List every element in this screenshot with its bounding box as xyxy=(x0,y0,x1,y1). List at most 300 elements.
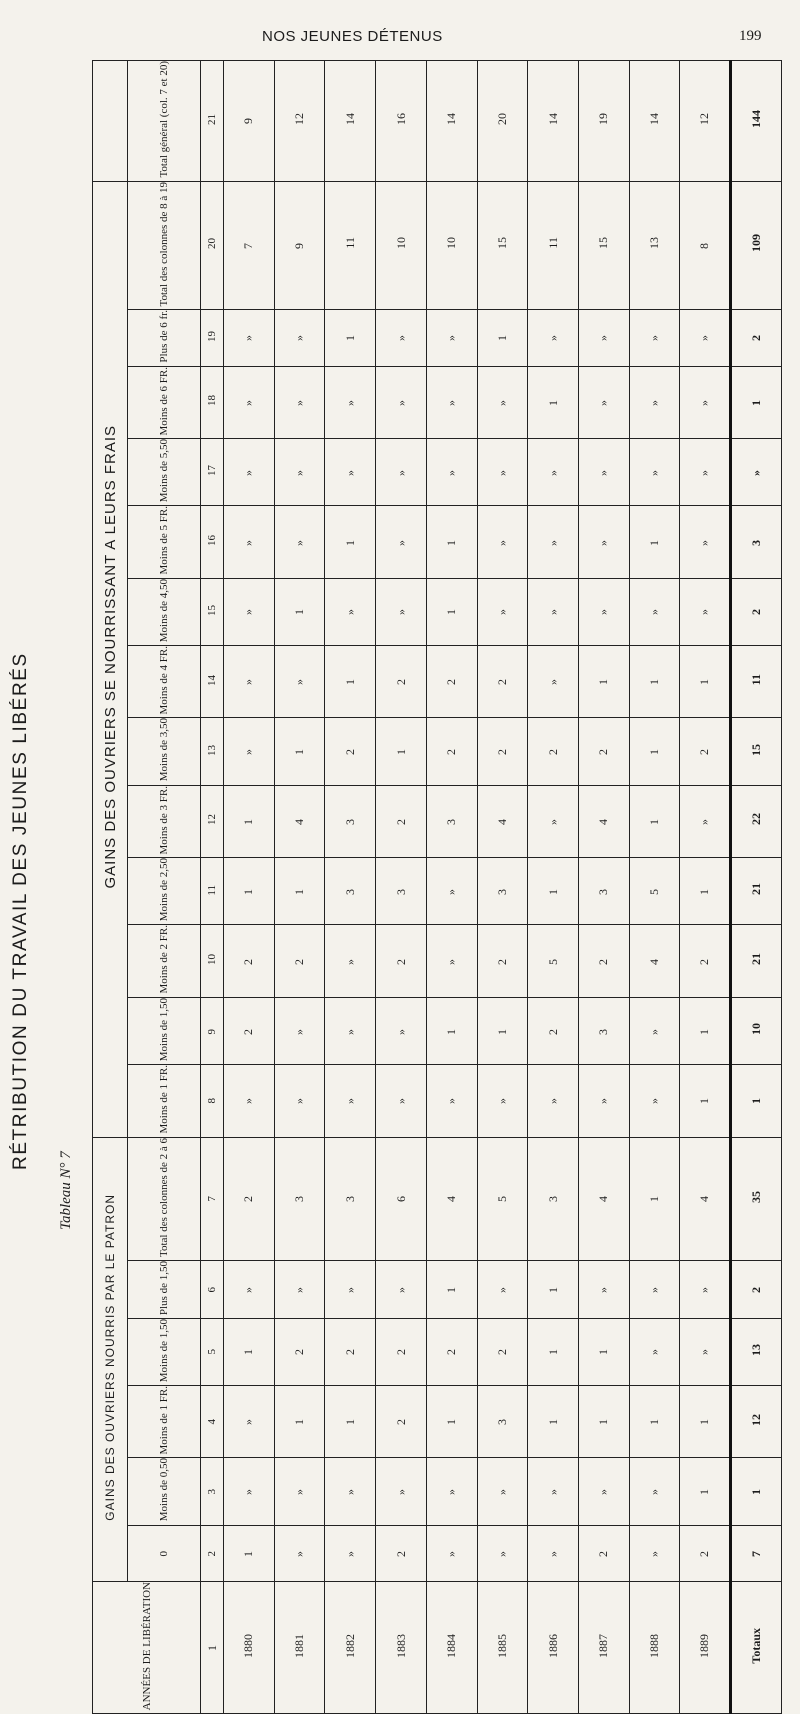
cell-value: » xyxy=(545,469,560,476)
table-cell xyxy=(426,61,477,182)
table-row-col15 xyxy=(93,578,782,645)
total-value: 2 xyxy=(749,1286,764,1293)
table-cell xyxy=(325,997,376,1064)
cell-value: 2 xyxy=(494,749,509,756)
table-cell xyxy=(579,1458,630,1525)
cell-value: 2 xyxy=(292,958,307,965)
group-patron-text: GAINS DES OUVRIERS NOURRIS PAR LE PATRON xyxy=(103,1194,117,1522)
table-cell xyxy=(477,310,528,367)
column-number-col14 xyxy=(201,646,224,718)
total-value: 3 xyxy=(749,539,764,546)
cell-value: » xyxy=(393,609,408,616)
table-row-col14 xyxy=(93,646,782,718)
table-cell xyxy=(528,997,579,1064)
cell-value: 11 xyxy=(545,237,560,250)
cell-value: » xyxy=(393,399,408,406)
column-header-col11 xyxy=(128,858,201,925)
table-cell xyxy=(224,1260,275,1318)
cell-value: 1 xyxy=(444,609,459,616)
cell-value: 1 xyxy=(241,1550,256,1557)
table-cell xyxy=(325,1065,376,1137)
cell-value: 16 xyxy=(393,112,408,125)
table-cell xyxy=(579,997,630,1064)
table-cell xyxy=(325,1137,376,1260)
table-cell xyxy=(325,578,376,645)
table-cell xyxy=(376,997,427,1064)
cell-value: 1 xyxy=(342,1419,357,1426)
table-cell xyxy=(629,1458,680,1525)
table-cell xyxy=(376,925,427,997)
column-number-label: 19 xyxy=(206,330,218,342)
cell-value: 2 xyxy=(342,749,357,756)
cell-value: 2 xyxy=(444,679,459,686)
table-row-col10 xyxy=(93,925,782,997)
cell-value: » xyxy=(292,1550,307,1557)
column-number-col12 xyxy=(201,785,224,857)
cell-value: 2 xyxy=(697,749,712,756)
cell-value: 1 xyxy=(647,1196,662,1203)
table-cell xyxy=(528,1385,579,1457)
cell-value: » xyxy=(545,1098,560,1105)
cell-value: 1 xyxy=(241,818,256,825)
table-cell xyxy=(477,785,528,857)
table-cell xyxy=(325,1458,376,1525)
table-cell xyxy=(579,578,630,645)
total-cell xyxy=(731,785,782,857)
column-header-label: Moins de 4,50 xyxy=(158,578,170,642)
cell-value: » xyxy=(444,335,459,342)
cell-value: 13 xyxy=(647,237,662,250)
cell-value: 2 xyxy=(292,1349,307,1356)
table-cell xyxy=(579,439,630,506)
cell-value: 10 xyxy=(444,237,459,250)
column-number-label: 16 xyxy=(206,535,218,547)
table-row-col6 xyxy=(93,1260,782,1318)
column-number-col8 xyxy=(201,1065,224,1137)
column-number-col9 xyxy=(201,997,224,1064)
table-row-col19 xyxy=(93,310,782,367)
table-cell xyxy=(224,718,275,785)
table-cell xyxy=(376,785,427,857)
column-header-label: Moins de 6 FR. xyxy=(158,366,170,436)
column-header-col18 xyxy=(128,366,201,438)
table-row-years xyxy=(93,1581,782,1713)
table-cell xyxy=(680,181,731,309)
total-value: 7 xyxy=(749,1550,764,1557)
table-cell xyxy=(629,858,680,925)
total-cell xyxy=(731,997,782,1064)
table-cell xyxy=(325,366,376,438)
cell-value: 1 xyxy=(596,1349,611,1356)
column-number-label: 20 xyxy=(206,238,218,250)
table-cell xyxy=(325,181,376,309)
cell-value: 1 xyxy=(697,1489,712,1496)
cell-value: » xyxy=(494,1098,509,1105)
table-cell xyxy=(376,181,427,309)
table-cell xyxy=(224,925,275,997)
table-cell xyxy=(376,1137,427,1260)
table-cell xyxy=(274,61,325,182)
table-row-col8 xyxy=(93,1065,782,1137)
column-number-col3 xyxy=(201,1458,224,1525)
table-cell xyxy=(426,1260,477,1318)
table-cell xyxy=(224,366,275,438)
table-cell xyxy=(477,925,528,997)
table-cell xyxy=(477,718,528,785)
table-cell xyxy=(629,1385,680,1457)
table-cell xyxy=(274,1065,325,1137)
table-cell xyxy=(680,506,731,578)
total-value: 22 xyxy=(749,813,764,826)
cell-value: » xyxy=(241,539,256,546)
table-cell xyxy=(629,506,680,578)
cell-value: 3 xyxy=(342,888,357,895)
table-cell xyxy=(477,1260,528,1318)
column-number-col19 xyxy=(201,310,224,367)
column-number-col4 xyxy=(201,1385,224,1457)
cell-value: 1 xyxy=(596,1419,611,1426)
cell-value: 2 xyxy=(241,958,256,965)
cell-value: 2 xyxy=(393,958,408,965)
table-cell xyxy=(426,1458,477,1525)
year-cell xyxy=(376,1581,427,1713)
cell-value: » xyxy=(342,1098,357,1105)
cell-value: 15 xyxy=(494,237,509,250)
column-header-label: Moins de 4 FR. xyxy=(158,646,170,715)
cell-value: 1 xyxy=(647,749,662,756)
cell-value: 1 xyxy=(647,679,662,686)
cell-value: 1 xyxy=(444,1028,459,1035)
table-cell xyxy=(426,925,477,997)
table-cell xyxy=(680,1318,731,1385)
table-row-col3 xyxy=(93,1458,782,1525)
cell-value: » xyxy=(494,1489,509,1496)
table-cell xyxy=(579,310,630,367)
cell-value: 1 xyxy=(545,399,560,406)
cell-value: » xyxy=(444,1550,459,1557)
table-cell xyxy=(579,1318,630,1385)
table-cell xyxy=(274,439,325,506)
table-cell xyxy=(528,61,579,182)
column-header-label: Moins de 0,50 xyxy=(158,1458,170,1522)
cell-value: » xyxy=(444,958,459,965)
table-cell xyxy=(528,1260,579,1318)
cell-value: 2 xyxy=(393,818,408,825)
cell-value: 2 xyxy=(596,749,611,756)
cell-value: » xyxy=(393,1489,408,1496)
table-cell xyxy=(680,785,731,857)
table-cell xyxy=(376,646,427,718)
table-cell xyxy=(579,366,630,438)
table-row-col13 xyxy=(93,718,782,785)
cell-value: 4 xyxy=(292,818,307,825)
cell-value: 2 xyxy=(393,1550,408,1557)
cell-value: 3 xyxy=(494,1419,509,1426)
year-value: 1886 xyxy=(545,1633,560,1658)
cell-value: 14 xyxy=(444,112,459,125)
total-value: 1 xyxy=(749,1489,764,1496)
cell-value: 3 xyxy=(292,1196,307,1203)
year-value: 1883 xyxy=(393,1633,408,1658)
cell-value: 1 xyxy=(494,1028,509,1035)
cell-value: » xyxy=(444,888,459,895)
total-cell xyxy=(731,646,782,718)
cell-value: » xyxy=(342,609,357,616)
cell-value: 2 xyxy=(393,1349,408,1356)
table-cell xyxy=(528,1318,579,1385)
cell-value: 1 xyxy=(444,1419,459,1426)
total-value: 13 xyxy=(749,1343,764,1356)
cell-value: 4 xyxy=(697,1196,712,1203)
table-cell xyxy=(579,181,630,309)
cell-value: » xyxy=(494,609,509,616)
year-value: 1881 xyxy=(292,1633,307,1658)
cell-value: 2 xyxy=(444,749,459,756)
table-row-col16 xyxy=(93,506,782,578)
table-cell xyxy=(579,858,630,925)
cell-value: » xyxy=(545,1489,560,1496)
table-cell xyxy=(325,439,376,506)
table-cell xyxy=(224,506,275,578)
table-cell xyxy=(224,61,275,182)
table-cell xyxy=(325,506,376,578)
cell-value: » xyxy=(241,335,256,342)
table-cell xyxy=(477,181,528,309)
cell-value: » xyxy=(393,1098,408,1105)
total-cell xyxy=(731,1260,782,1318)
column-number-label: 6 xyxy=(206,1286,218,1293)
table-cell xyxy=(680,858,731,925)
column-header-label: Moins de 2,50 xyxy=(158,858,170,922)
total-cell xyxy=(731,1065,782,1137)
column-header-col9 xyxy=(128,997,201,1064)
table-cell xyxy=(477,1458,528,1525)
table-cell xyxy=(376,858,427,925)
cell-value: » xyxy=(647,335,662,342)
table-row-col21 xyxy=(93,61,782,182)
table-cell xyxy=(426,1385,477,1457)
cell-value: 1 xyxy=(647,1419,662,1426)
year-cell xyxy=(426,1581,477,1713)
table-cell xyxy=(376,1385,427,1457)
column-number-label: 11 xyxy=(206,884,218,896)
cell-value: » xyxy=(596,609,611,616)
total-value: 15 xyxy=(749,743,764,756)
table-cell xyxy=(224,578,275,645)
column-header-col17 xyxy=(128,439,201,506)
data-table-frame xyxy=(92,60,782,1711)
table-cell xyxy=(579,1260,630,1318)
cell-value: » xyxy=(241,1489,256,1496)
cell-value: 2 xyxy=(444,1349,459,1356)
table-cell xyxy=(579,61,630,182)
column-number-col11 xyxy=(201,858,224,925)
table-cell xyxy=(426,181,477,309)
table-cell xyxy=(274,1260,325,1318)
table-cell xyxy=(528,1458,579,1525)
cell-value: 3 xyxy=(342,818,357,825)
cell-value: » xyxy=(292,469,307,476)
column-number-label: 12 xyxy=(206,814,218,826)
page-number: 199 xyxy=(739,28,762,44)
table-cell xyxy=(274,718,325,785)
cell-value: 2 xyxy=(494,679,509,686)
year-value: 1889 xyxy=(697,1633,712,1658)
table-cell xyxy=(477,997,528,1064)
cell-value: » xyxy=(697,1349,712,1356)
table-cell xyxy=(579,718,630,785)
table-cell xyxy=(376,1318,427,1385)
column-header-col3 xyxy=(128,1458,201,1525)
table-cell xyxy=(426,858,477,925)
cell-value: 1 xyxy=(697,1419,712,1426)
cell-value: 1 xyxy=(545,888,560,895)
table-cell xyxy=(629,366,680,438)
column-header-label: Moins de 3,50 xyxy=(158,718,170,782)
table-cell xyxy=(477,1525,528,1581)
cell-value: » xyxy=(342,399,357,406)
years-header xyxy=(93,1581,201,1713)
total-cell xyxy=(731,1385,782,1457)
cell-value: » xyxy=(342,469,357,476)
table-cell xyxy=(224,439,275,506)
table-cell xyxy=(629,1137,680,1260)
table-cell xyxy=(477,506,528,578)
column-number-col1 xyxy=(201,1581,224,1713)
table-cell xyxy=(224,1137,275,1260)
table-cell xyxy=(680,439,731,506)
column-header-label: Moins de 1 FR. xyxy=(158,1065,170,1134)
column-header-col19 xyxy=(128,310,201,367)
table-cell xyxy=(629,181,680,309)
table-cell xyxy=(224,1065,275,1137)
cell-value: » xyxy=(444,399,459,406)
cell-value: » xyxy=(241,1419,256,1426)
column-header-col20 xyxy=(128,181,201,309)
cell-value: 11 xyxy=(342,237,357,250)
table-cell xyxy=(477,1318,528,1385)
column-number-label: 15 xyxy=(206,604,218,616)
table-cell xyxy=(376,506,427,578)
cell-value: » xyxy=(596,1098,611,1105)
cell-value: » xyxy=(292,679,307,686)
table-cell xyxy=(680,1525,731,1581)
cell-value: » xyxy=(241,399,256,406)
total-value: 11 xyxy=(749,674,764,686)
total-value: 109 xyxy=(749,234,764,253)
table-row-col4 xyxy=(93,1385,782,1457)
cell-value: » xyxy=(596,539,611,546)
total-cell xyxy=(731,181,782,309)
table-row-col18 xyxy=(93,366,782,438)
total-value: 21 xyxy=(749,883,764,896)
table-cell xyxy=(579,925,630,997)
table-cell xyxy=(629,646,680,718)
cell-value: » xyxy=(697,539,712,546)
table-cell xyxy=(224,858,275,925)
total-cell xyxy=(731,506,782,578)
cell-value: 2 xyxy=(697,958,712,965)
table-cell xyxy=(528,646,579,718)
cell-value: 1 xyxy=(444,539,459,546)
total-value: 144 xyxy=(749,109,764,128)
year-cell xyxy=(528,1581,579,1713)
table-cell xyxy=(426,997,477,1064)
total-value: » xyxy=(749,469,764,476)
cell-value: 1 xyxy=(393,749,408,756)
cell-value: » xyxy=(697,399,712,406)
cell-value: 5 xyxy=(647,888,662,895)
table-cell xyxy=(376,366,427,438)
table-cell xyxy=(325,1525,376,1581)
table-cell xyxy=(426,310,477,367)
cell-value: » xyxy=(393,335,408,342)
table-cell xyxy=(680,925,731,997)
total-cell xyxy=(731,366,782,438)
table-cell xyxy=(325,1318,376,1385)
column-header-label: Total général (col. 7 et 20) xyxy=(158,61,170,178)
table-cell xyxy=(274,1318,325,1385)
table-cell xyxy=(274,310,325,367)
cell-value: 1 xyxy=(697,679,712,686)
column-number-col2 xyxy=(201,1525,224,1581)
cell-value: 4 xyxy=(596,1196,611,1203)
cell-value: 2 xyxy=(494,1349,509,1356)
cell-value: 1 xyxy=(241,1349,256,1356)
column-number-col17 xyxy=(201,439,224,506)
year-value: 1888 xyxy=(647,1633,662,1658)
column-number-col6 xyxy=(201,1260,224,1318)
column-number-label: 13 xyxy=(206,744,218,756)
table-cell xyxy=(376,578,427,645)
cell-value: 12 xyxy=(292,112,307,125)
table-cell xyxy=(224,1525,275,1581)
cell-value: » xyxy=(545,609,560,616)
cell-value: » xyxy=(697,1286,712,1293)
table-cell xyxy=(477,366,528,438)
table-cell xyxy=(477,1137,528,1260)
table-cell xyxy=(224,181,275,309)
table-cell xyxy=(274,506,325,578)
cell-value: 3 xyxy=(596,1028,611,1035)
column-header-label: Moins de 1 FR. xyxy=(158,1385,170,1455)
group-frais-text: GAINS DES OUVRIERS SE NOURRISSANT A LEURS FRAIS xyxy=(101,425,119,889)
table-cell xyxy=(528,181,579,309)
table-cell xyxy=(426,439,477,506)
table-cell xyxy=(325,1385,376,1457)
cell-value: 2 xyxy=(596,958,611,965)
table-cell xyxy=(680,578,731,645)
cell-value: » xyxy=(545,1550,560,1557)
table-cell xyxy=(224,997,275,1064)
table-cell xyxy=(629,718,680,785)
table-cell xyxy=(325,1260,376,1318)
cell-value: » xyxy=(647,399,662,406)
cell-value: » xyxy=(292,539,307,546)
table-cell xyxy=(477,578,528,645)
total-cell xyxy=(731,858,782,925)
cell-value: 12 xyxy=(697,112,712,125)
cell-value: 3 xyxy=(494,888,509,895)
table-cell xyxy=(477,646,528,718)
total-cell xyxy=(731,439,782,506)
table-cell xyxy=(376,310,427,367)
cell-value: » xyxy=(647,1286,662,1293)
cell-value: 1 xyxy=(342,679,357,686)
table-cell xyxy=(528,925,579,997)
table-cell xyxy=(680,997,731,1064)
table-cell xyxy=(224,785,275,857)
